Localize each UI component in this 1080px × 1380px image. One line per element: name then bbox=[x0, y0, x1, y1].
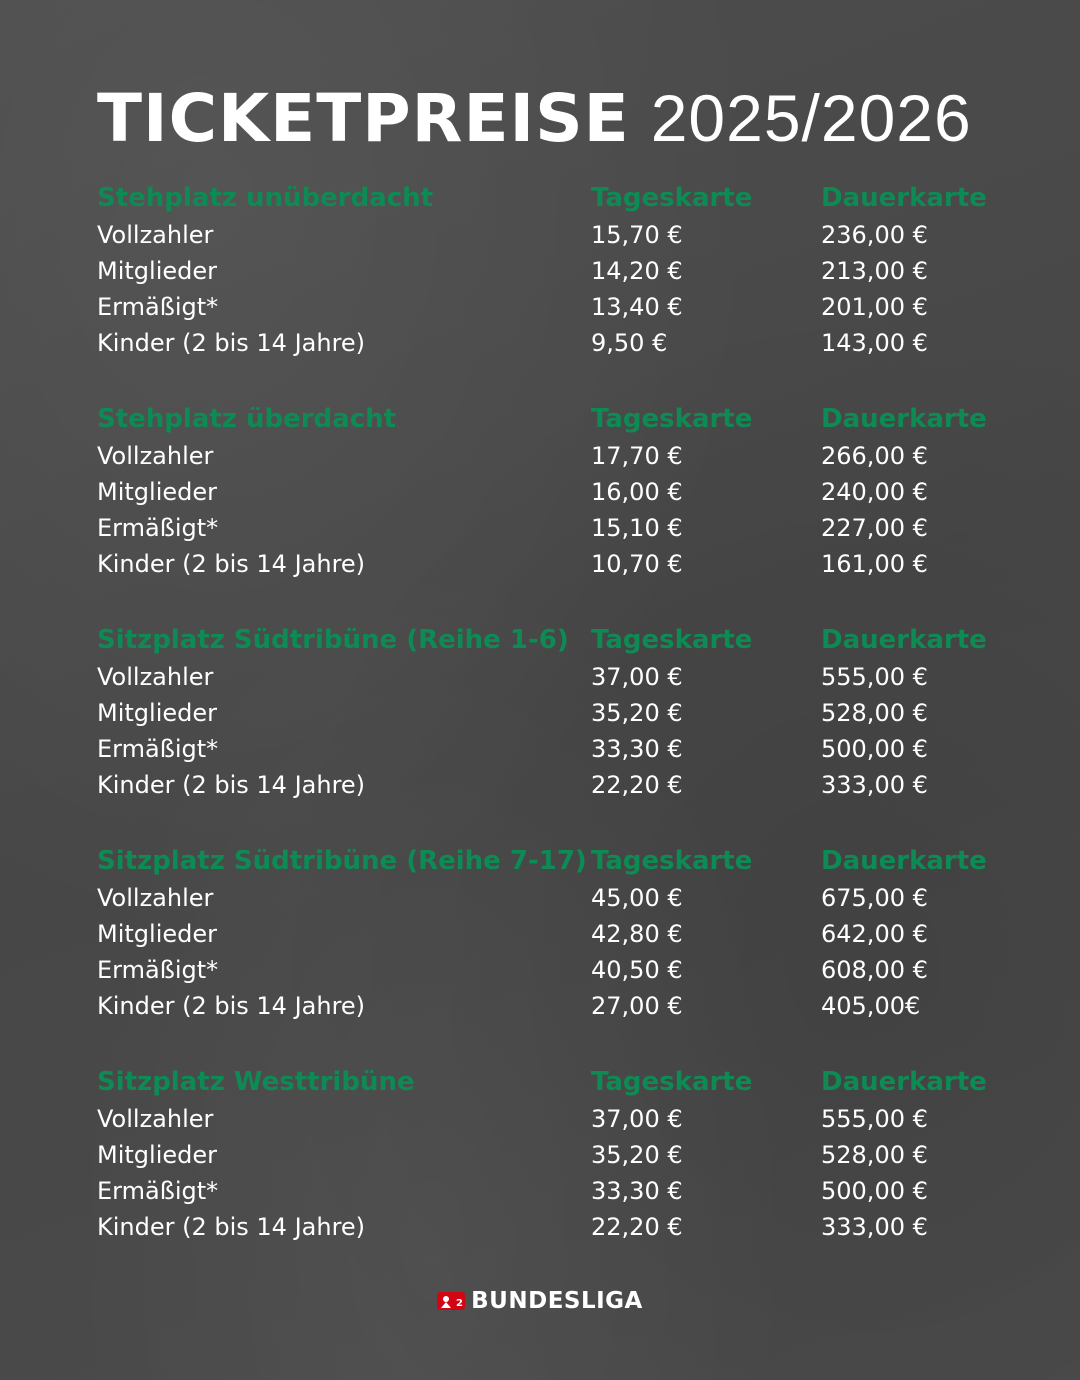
season-price: 266,00 € bbox=[821, 442, 928, 470]
table-row bbox=[0, 988, 1080, 1024]
table-row bbox=[0, 510, 1080, 546]
season-price: 227,00 € bbox=[821, 514, 928, 542]
day-price: 10,70 € bbox=[591, 550, 683, 578]
table-row bbox=[0, 916, 1080, 952]
table-row bbox=[0, 253, 1080, 289]
table-row bbox=[0, 217, 1080, 253]
column-header-tageskarte: Tageskarte bbox=[591, 625, 753, 655]
price-section-westtribuene bbox=[0, 1063, 1080, 1245]
row-label: Vollzahler bbox=[97, 663, 214, 691]
bundesliga-logo bbox=[437, 1288, 643, 1314]
row-label: Kinder (2 bis 14 Jahre) bbox=[97, 550, 366, 578]
day-price: 27,00 € bbox=[591, 992, 683, 1020]
row-label: Mitglieder bbox=[97, 920, 217, 948]
section-header bbox=[0, 179, 1080, 217]
season-price: 500,00 € bbox=[821, 1177, 928, 1205]
section-title: Sitzplatz Südtribüne (Reihe 1-6) bbox=[97, 625, 569, 655]
row-label: Vollzahler bbox=[97, 1105, 214, 1133]
table-row bbox=[0, 474, 1080, 510]
section-title: Stehplatz überdacht bbox=[97, 404, 397, 434]
column-header-tageskarte: Tageskarte bbox=[591, 183, 753, 213]
table-row bbox=[0, 546, 1080, 582]
column-header-tageskarte: Tageskarte bbox=[591, 846, 753, 876]
row-label: Mitglieder bbox=[97, 1141, 217, 1169]
day-price: 13,40 € bbox=[591, 293, 683, 321]
table-row bbox=[0, 438, 1080, 474]
title-main: TICKETPREISE bbox=[97, 80, 630, 157]
section-title: Sitzplatz Südtribüne (Reihe 7-17) bbox=[97, 846, 587, 876]
row-label: Kinder (2 bis 14 Jahre) bbox=[97, 771, 366, 799]
day-price: 35,20 € bbox=[591, 1141, 683, 1169]
table-row bbox=[0, 952, 1080, 988]
day-price: 33,30 € bbox=[591, 735, 683, 763]
column-header-dauerkarte: Dauerkarte bbox=[821, 183, 987, 213]
row-label: Ermäßigt* bbox=[97, 514, 219, 542]
table-row bbox=[0, 880, 1080, 916]
day-price: 33,30 € bbox=[591, 1177, 683, 1205]
page-title bbox=[97, 78, 972, 158]
season-price: 201,00 € bbox=[821, 293, 928, 321]
row-label: Ermäßigt* bbox=[97, 956, 219, 984]
footer bbox=[0, 1288, 1080, 1324]
column-header-dauerkarte: Dauerkarte bbox=[821, 846, 987, 876]
row-label: Vollzahler bbox=[97, 221, 214, 249]
table-row bbox=[0, 1209, 1080, 1245]
bundesliga-2-icon bbox=[437, 1290, 465, 1312]
row-label: Vollzahler bbox=[97, 884, 214, 912]
column-header-tageskarte: Tageskarte bbox=[591, 1067, 753, 1097]
section-title: Sitzplatz Westtribüne bbox=[97, 1067, 415, 1097]
section-header bbox=[0, 1063, 1080, 1101]
season-price: 405,00€ bbox=[821, 992, 921, 1020]
season-price: 675,00 € bbox=[821, 884, 928, 912]
season-price: 555,00 € bbox=[821, 1105, 928, 1133]
day-price: 14,20 € bbox=[591, 257, 683, 285]
table-row bbox=[0, 1101, 1080, 1137]
table-row bbox=[0, 325, 1080, 361]
season-price: 143,00 € bbox=[821, 329, 928, 357]
row-label: Ermäßigt* bbox=[97, 735, 219, 763]
row-label: Kinder (2 bis 14 Jahre) bbox=[97, 1213, 366, 1241]
season-price: 642,00 € bbox=[821, 920, 928, 948]
column-header-dauerkarte: Dauerkarte bbox=[821, 625, 987, 655]
season-price: 500,00 € bbox=[821, 735, 928, 763]
price-section-stehplatz-unueberdacht bbox=[0, 179, 1080, 361]
day-price: 42,80 € bbox=[591, 920, 683, 948]
day-price: 45,00 € bbox=[591, 884, 683, 912]
column-header-dauerkarte: Dauerkarte bbox=[821, 404, 987, 434]
day-price: 22,20 € bbox=[591, 1213, 683, 1241]
table-row bbox=[0, 659, 1080, 695]
season-price: 608,00 € bbox=[821, 956, 928, 984]
season-price: 236,00 € bbox=[821, 221, 928, 249]
section-header bbox=[0, 400, 1080, 438]
season-price: 528,00 € bbox=[821, 699, 928, 727]
row-label: Kinder (2 bis 14 Jahre) bbox=[97, 992, 366, 1020]
table-row bbox=[0, 1137, 1080, 1173]
row-label: Ermäßigt* bbox=[97, 1177, 219, 1205]
day-price: 16,00 € bbox=[591, 478, 683, 506]
section-header bbox=[0, 842, 1080, 880]
day-price: 17,70 € bbox=[591, 442, 683, 470]
column-header-dauerkarte: Dauerkarte bbox=[821, 1067, 987, 1097]
day-price: 37,00 € bbox=[591, 1105, 683, 1133]
row-label: Ermäßigt* bbox=[97, 293, 219, 321]
day-price: 15,70 € bbox=[591, 221, 683, 249]
title-season: 2025/2026 bbox=[650, 81, 972, 155]
day-price: 22,20 € bbox=[591, 771, 683, 799]
day-price: 35,20 € bbox=[591, 699, 683, 727]
logo-text: BUNDESLIGA bbox=[471, 1288, 643, 1314]
row-label: Mitglieder bbox=[97, 257, 217, 285]
table-row bbox=[0, 767, 1080, 803]
table-row bbox=[0, 289, 1080, 325]
column-header-tageskarte: Tageskarte bbox=[591, 404, 753, 434]
section-header bbox=[0, 621, 1080, 659]
season-price: 528,00 € bbox=[821, 1141, 928, 1169]
season-price: 555,00 € bbox=[821, 663, 928, 691]
section-title: Stehplatz unüberdacht bbox=[97, 183, 434, 213]
season-price: 213,00 € bbox=[821, 257, 928, 285]
day-price: 15,10 € bbox=[591, 514, 683, 542]
svg-text:2: 2 bbox=[456, 1298, 464, 1309]
table-row bbox=[0, 1173, 1080, 1209]
row-label: Vollzahler bbox=[97, 442, 214, 470]
row-label: Kinder (2 bis 14 Jahre) bbox=[97, 329, 366, 357]
season-price: 333,00 € bbox=[821, 1213, 928, 1241]
table-row bbox=[0, 731, 1080, 767]
day-price: 40,50 € bbox=[591, 956, 683, 984]
season-price: 161,00 € bbox=[821, 550, 928, 578]
table-row bbox=[0, 695, 1080, 731]
price-section-suedtribuene-reihe-7-17 bbox=[0, 842, 1080, 1024]
season-price: 240,00 € bbox=[821, 478, 928, 506]
price-section-suedtribuene-reihe-1-6 bbox=[0, 621, 1080, 803]
price-section-stehplatz-ueberdacht bbox=[0, 400, 1080, 582]
row-label: Mitglieder bbox=[97, 478, 217, 506]
day-price: 37,00 € bbox=[591, 663, 683, 691]
row-label: Mitglieder bbox=[97, 699, 217, 727]
day-price: 9,50 € bbox=[591, 329, 668, 357]
season-price: 333,00 € bbox=[821, 771, 928, 799]
